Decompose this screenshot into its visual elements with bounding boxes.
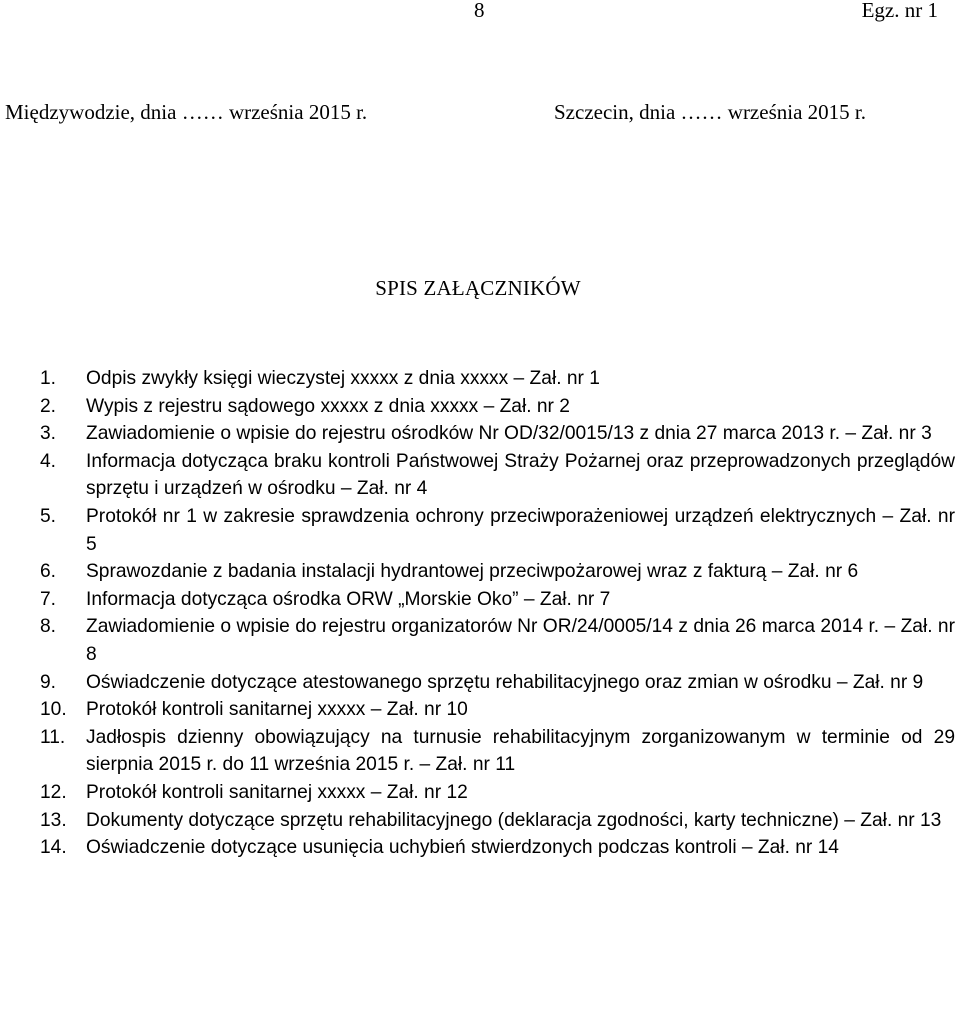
attachment-number: 14. — [40, 837, 67, 859]
copy-number: Egz. nr 1 — [861, 0, 938, 22]
place-date-szczecin: Szczecin, dnia …… września 2015 r. — [554, 100, 866, 124]
attachment-item-9 — [40, 669, 955, 697]
attachment-text: Informacja dotycząca ośrodka ORW „Morskie Oko” – Zał. nr 7 — [86, 588, 611, 610]
attachment-text: Jadłospis dzienny obowiązujący na turnusie rehabilitacyjnym zorganizowanym w terminie od 29 sierpnia 2015 r. do 11 września 2015 r. – Zał. nr 11 — [86, 726, 955, 776]
attachment-number: 1. — [40, 368, 57, 389]
attachment-number: 12. — [40, 781, 67, 803]
attachment-item-10 — [40, 696, 955, 724]
attachment-text: Zawiadomienie o wpisie do rejestru ośrodków Nr OD/32/0015/13 z dnia 27 marca 2013 r. – Zał. nr 3 — [86, 423, 932, 445]
attachment-number: 7. — [40, 588, 57, 610]
attachment-text: Zawiadomienie o wpisie do rejestru organizatorów Nr OR/24/0005/14 z dnia 26 marca 2014 r. – Zał. nr 8 — [86, 616, 955, 665]
attachment-item-8 — [40, 613, 955, 668]
attachment-text: Oświadczenie dotyczące usunięcia uchybień stwierdzonych podczas kontroli – Zał. nr 14 — [86, 837, 839, 859]
attachment-item-6 — [40, 558, 955, 586]
document-title — [0, 276, 960, 301]
attachment-text: Odpis zwykły księgi wieczystej xxxxx z dnia xxxxx – Zał. nr 1 — [86, 368, 600, 389]
place-date-miedzywodzie: Międzywodzie, dnia …… września 2015 r. — [5, 100, 368, 124]
attachment-text: Oświadczenie dotyczące atestowanego sprzętu rehabilitacyjnego oraz zmian w ośrodku – Zał. nr 9 — [86, 671, 924, 693]
attachment-number: 5. — [40, 505, 57, 527]
attachment-number: 8. — [40, 616, 57, 638]
attachment-number: 2. — [40, 395, 57, 417]
page-header — [0, 0, 960, 28]
attachment-number: 6. — [40, 561, 57, 583]
attachment-item-1 — [40, 365, 955, 393]
attachment-item-3 — [40, 420, 955, 448]
attachment-item-13 — [40, 807, 955, 835]
attachment-text: Sprawozdanie z badania instalacji hydrantowej przeciwpożarowej wraz z fakturą – Zał. nr 6 — [86, 561, 859, 583]
attachment-item-7 — [40, 586, 955, 614]
attachment-text: Protokół kontroli sanitarnej xxxxx – Zał. nr 12 — [86, 781, 468, 803]
attachment-number: 10. — [40, 699, 67, 721]
attachment-text: Informacja dotycząca braku kontroli Państwowej Straży Pożarnej oraz przeprowadzonych przeglądów sprzętu i urządzeń w ośrodku – Zał. nr 4 — [86, 450, 955, 500]
attachment-text: Protokół kontroli sanitarnej xxxxx – Zał. nr 10 — [86, 699, 468, 721]
attachment-list — [40, 365, 955, 862]
attachment-number: 9. — [40, 671, 57, 693]
attachment-number: 4. — [40, 450, 57, 472]
attachment-item-4 — [40, 448, 955, 503]
attachment-text: Protokół nr 1 w zakresie sprawdzenia ochrony przeciwporażeniowej urządzeń elektrycznych – Zał. nr 5 — [86, 505, 955, 555]
attachment-item-11 — [40, 724, 955, 779]
page-number: 8 — [474, 0, 485, 22]
attachment-number: 13. — [40, 809, 67, 831]
attachment-number: 11. — [40, 726, 66, 748]
attachment-item-12 — [40, 779, 955, 807]
document-title-text: SPIS ZAŁĄCZNIKÓW — [375, 276, 581, 300]
attachment-item-14 — [40, 834, 955, 862]
attachment-item-5 — [40, 503, 955, 558]
attachment-item-2 — [40, 393, 955, 421]
attachment-text: Dokumenty dotyczące sprzętu rehabilitacyjnego (deklaracja zgodności, karty techniczne) – Zał. nr 13 — [86, 809, 942, 831]
attachment-text: Wypis z rejestru sądowego xxxxx z dnia xxxxx – Zał. nr 2 — [86, 395, 570, 417]
attachment-number: 3. — [40, 423, 57, 445]
